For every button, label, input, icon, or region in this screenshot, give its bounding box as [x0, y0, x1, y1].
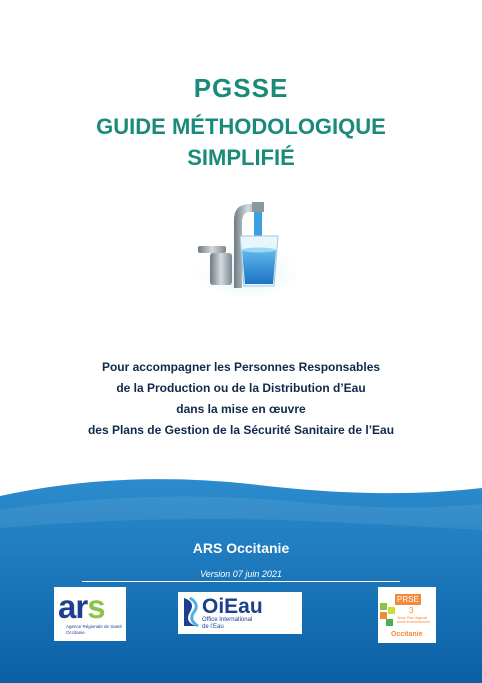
prse3-title: PRSE: [397, 595, 419, 604]
subtitle: [0, 357, 482, 441]
subtitle-line: dans la mise en œuvre: [176, 402, 306, 416]
ars-logo: [54, 587, 126, 641]
water-tap-glass-icon: [190, 198, 300, 298]
ars-logo-word: ars: [58, 588, 105, 625]
subtitle-line: de la Production ou de la Distribution d’Eau: [116, 381, 366, 395]
oieau-logo-word: OiEau: [202, 595, 263, 618]
subtitle-line: des Plans de Gestion de la Sécurité Sanitaire de l’Eau: [87, 423, 395, 437]
divider: [82, 581, 400, 582]
organization-name: ARS Occitanie: [192, 540, 290, 556]
oieau-logo: [178, 592, 302, 634]
prse3-squares-icon: [380, 603, 396, 629]
prse3-region: Occitanie: [391, 631, 423, 638]
subtitle-line: Pour accompagner les Personnes Responsables: [101, 360, 381, 374]
title-line-2: GUIDE MÉTHODOLOGIQUE: [96, 114, 386, 139]
title-block: [0, 72, 482, 172]
title-acronym: PGSSE: [193, 73, 289, 103]
oieau-wave-icon: [182, 596, 200, 628]
prse3-number: 3: [409, 606, 414, 615]
prse3-caption: 3ème Plan régional santé environnement: [397, 616, 430, 624]
title-line-3: SIMPLIFIÉ: [187, 145, 295, 170]
ars-logo-caption: Agence Régionale de Santé Occitanie: [66, 624, 123, 635]
oieau-logo-caption: Office International de l’Eau: [202, 617, 253, 630]
prse3-logo: [378, 587, 436, 643]
version-date: Version 07 juin 2021: [200, 569, 282, 579]
